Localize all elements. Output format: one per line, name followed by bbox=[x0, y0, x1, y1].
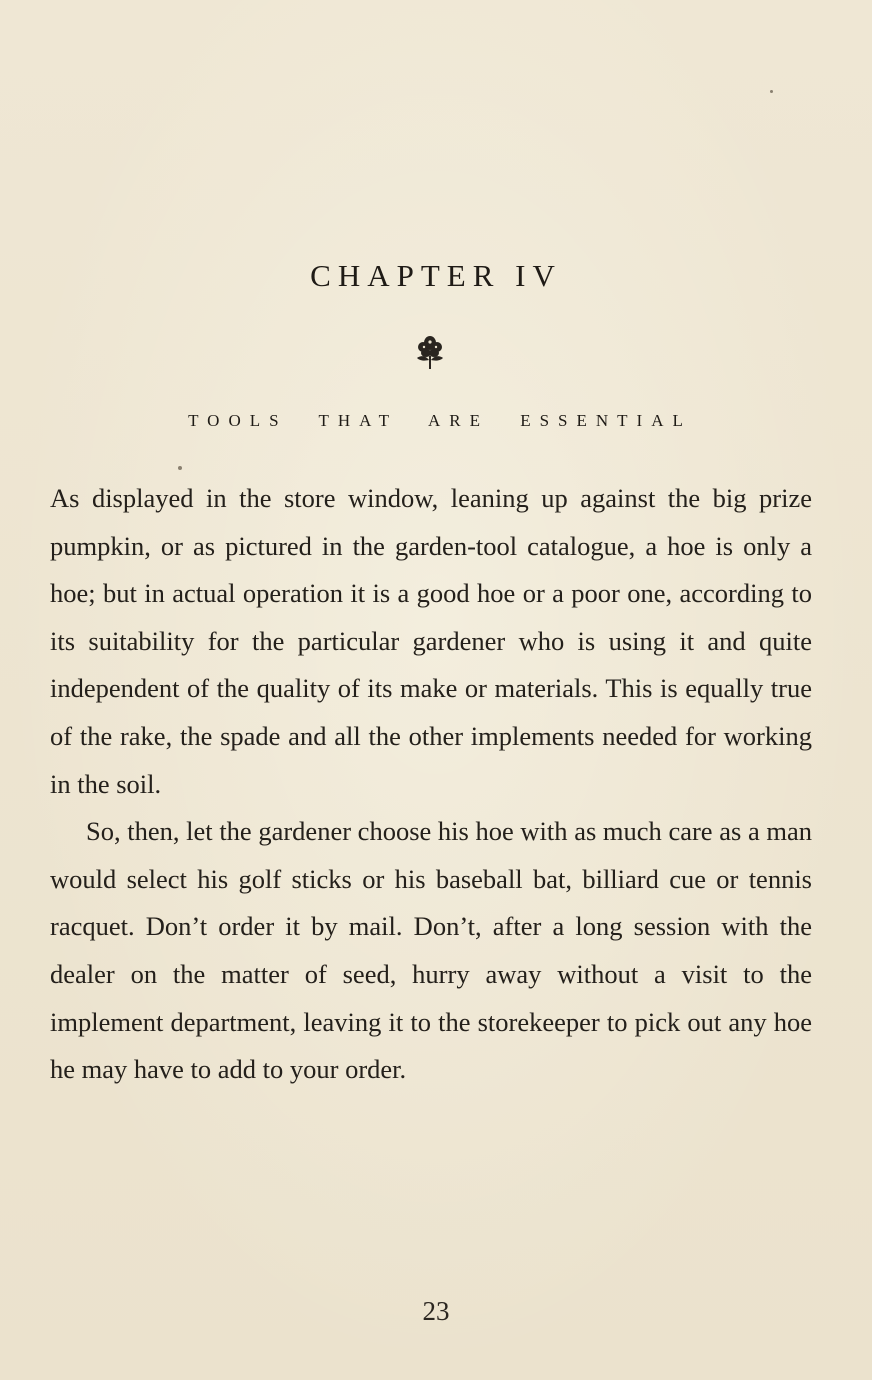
paragraph-2: So, then, let the gardener choose his hoe with as much care as a man would select his golf sticks or his baseball bat, billiard cue or tennis racquet. Don’t order it by mail. Don’t, after a long session with the dealer on the matter of seed, hurry away without a visit to the implement department, leaving it to the storekeeper to pick out any hoe he may have to add to your order. bbox=[50, 816, 812, 1085]
paper-speck bbox=[770, 90, 773, 93]
page-number: 23 bbox=[422, 1296, 450, 1326]
body-text bbox=[50, 475, 812, 1094]
section-heading: TOOLS THAT ARE ESSENTIAL bbox=[188, 411, 692, 430]
chapter-title: CHAPTER IV bbox=[310, 258, 562, 293]
flower-ornament-icon bbox=[413, 330, 447, 372]
paper-speck bbox=[178, 466, 182, 470]
paragraph-1: As displayed in the store window, leaning up against the big prize pumpkin, or as pictured in the garden-tool catalogue, a hoe is only a hoe; but in actual operation it is a good hoe or a poor one, according to its suitability for the particular gardener who is using it and quite independent of the quality of its make or materials. This is equally true of the rake, the spade and all the other implements needed for working in the soil. bbox=[50, 483, 812, 799]
